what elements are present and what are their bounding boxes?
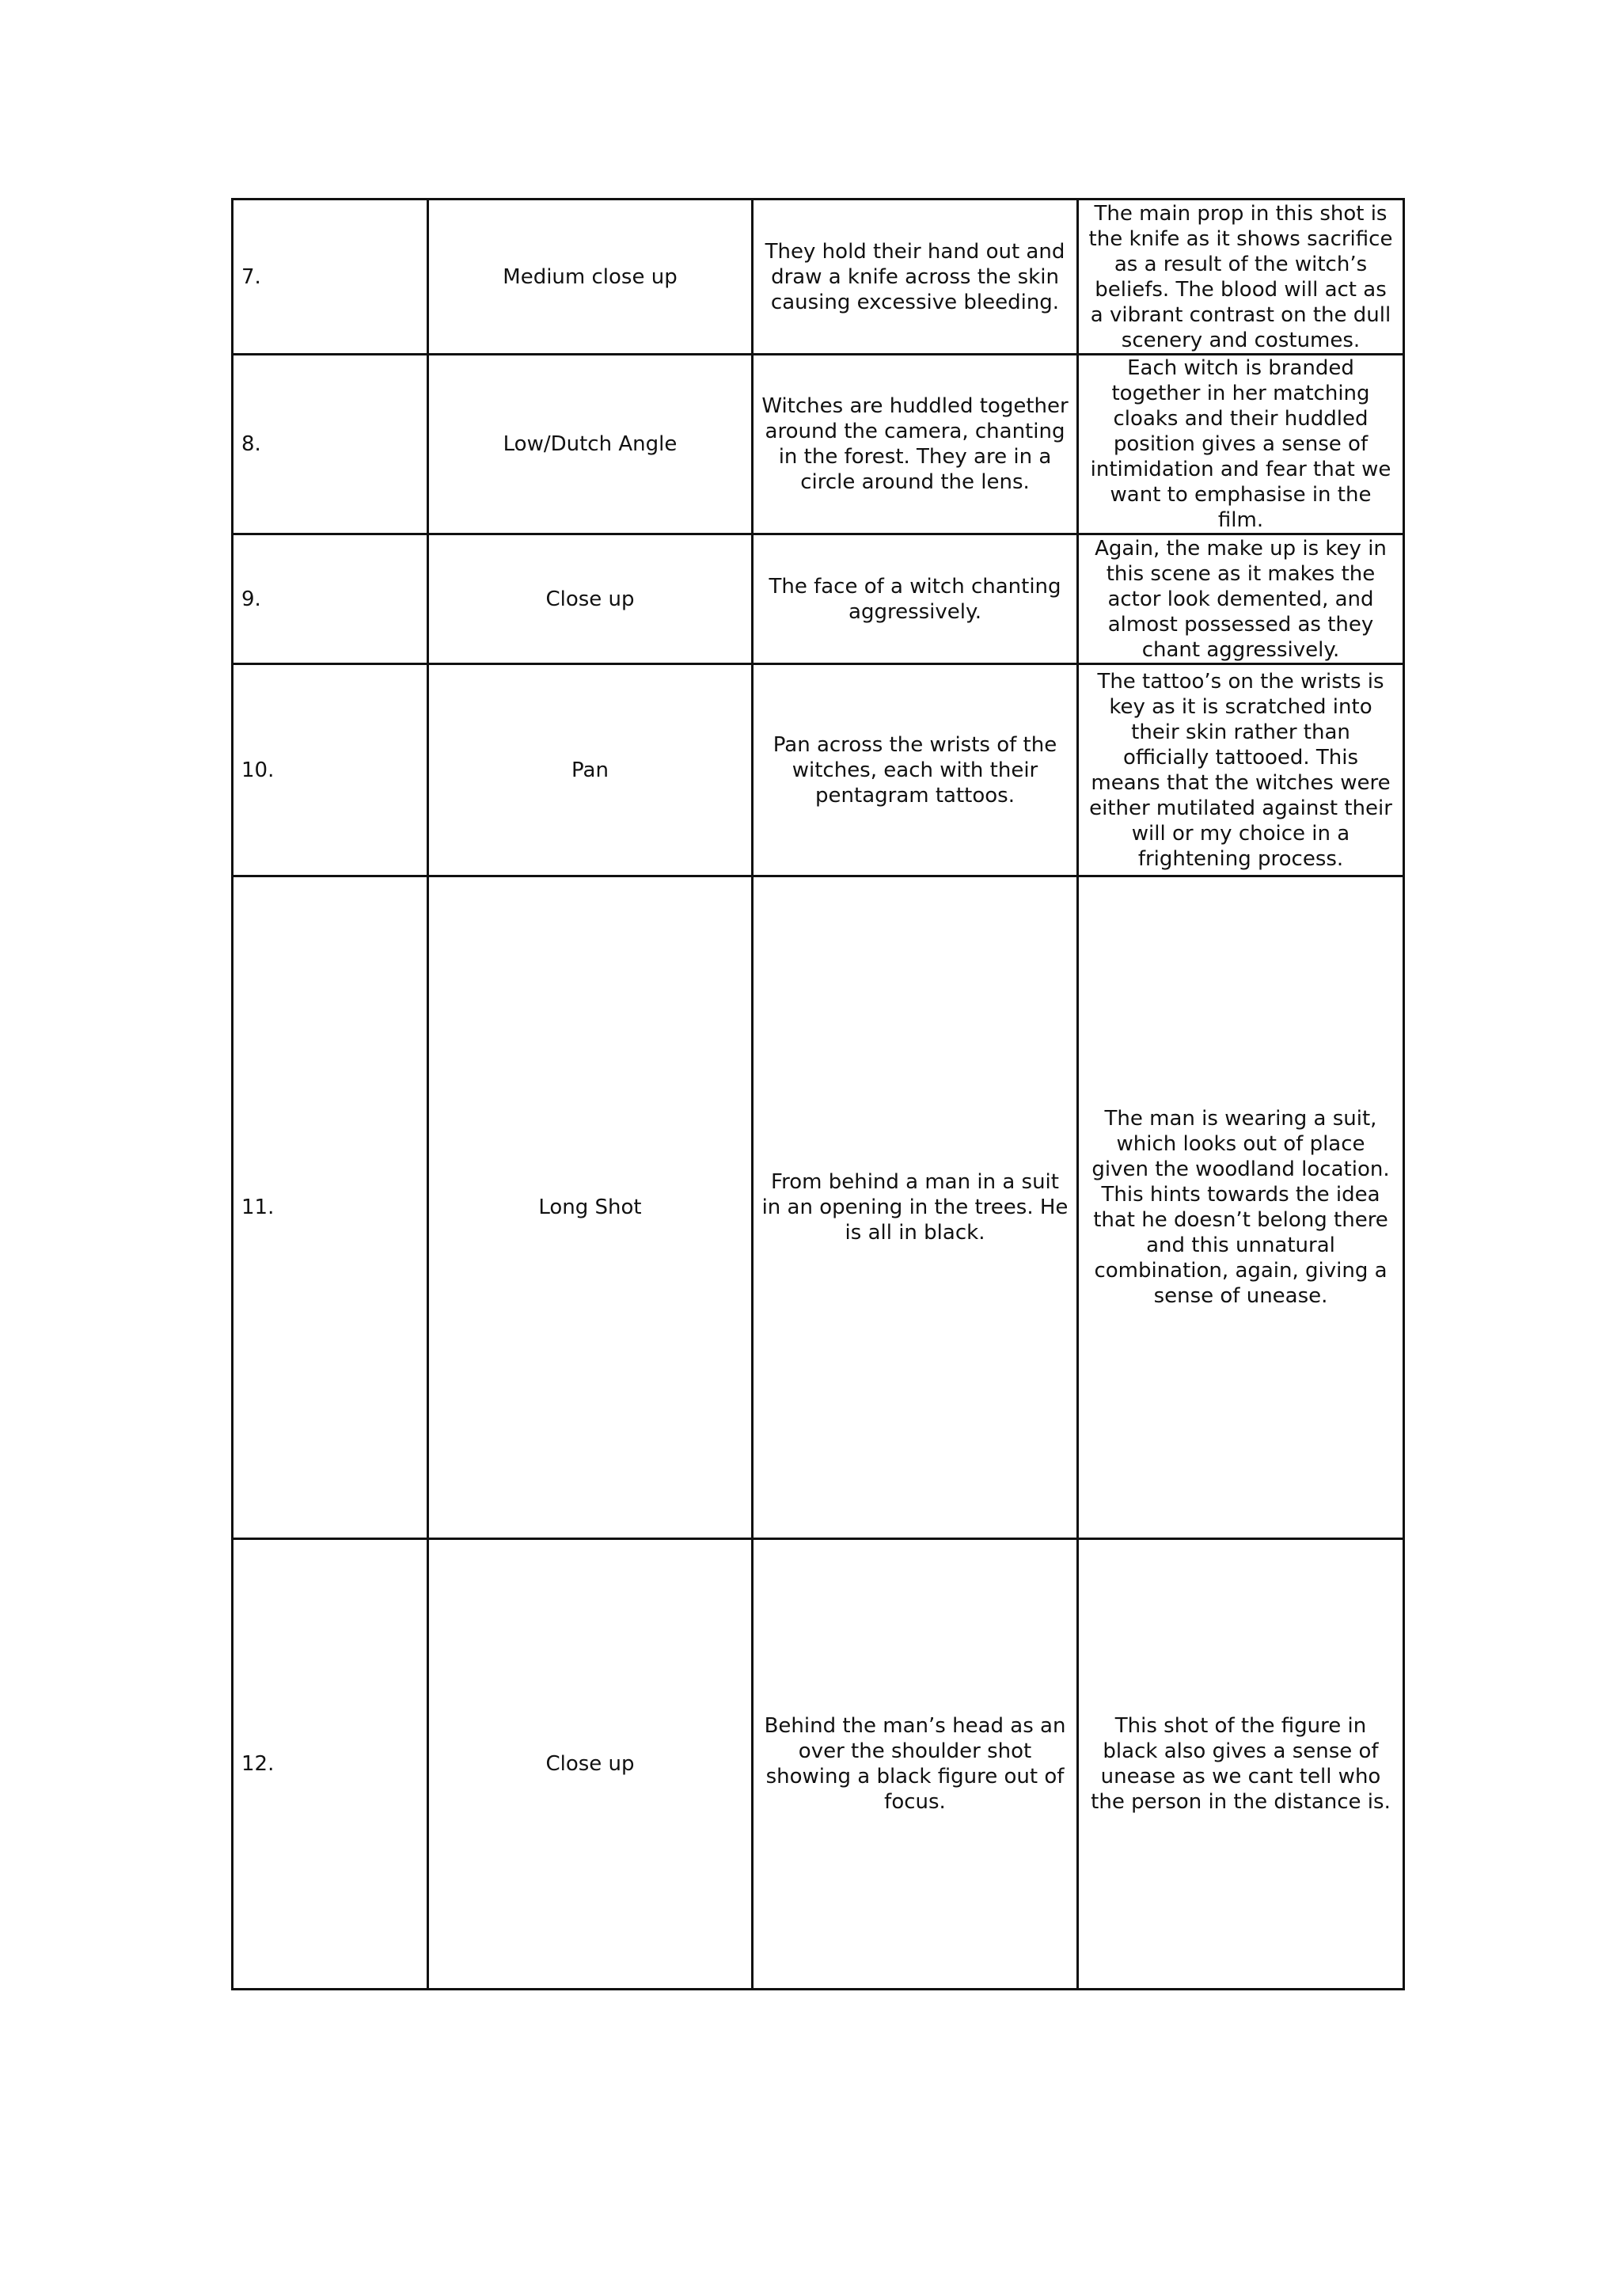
table-row (233, 200, 1404, 355)
shot-list-table (231, 198, 1405, 1990)
description-cell: From behind a man in a suit in an opening in the trees. He is all in black. (753, 876, 1078, 1539)
notes-cell: Again, the make up is key in this scene as it makes the actor look demented, and almost possessed as they chant aggressively. (1078, 534, 1404, 664)
shot-number-cell: 7. (233, 200, 428, 355)
shot-type-cell: Close up (428, 1539, 753, 1990)
shot-type-cell: Close up (428, 534, 753, 664)
table-row (233, 355, 1404, 534)
table-row (233, 664, 1404, 876)
notes-cell: The main prop in this shot is the knife as it shows sacrifice as a result of the witch’s beliefs. The blood will act as a vibrant contrast on the dull scenery and costumes. (1078, 200, 1404, 355)
description-cell: The face of a witch chanting aggressively. (753, 534, 1078, 664)
shot-type-cell: Medium close up (428, 200, 753, 355)
description-cell: Behind the man’s head as an over the shoulder shot showing a black figure out of focus. (753, 1539, 1078, 1990)
description-cell: Witches are huddled together around the camera, chanting in the forest. They are in a circle around the lens. (753, 355, 1078, 534)
table-row (233, 876, 1404, 1539)
shot-number-cell: 9. (233, 534, 428, 664)
notes-cell: This shot of the figure in black also gives a sense of unease as we cant tell who the person in the distance is. (1078, 1539, 1404, 1990)
shot-type-cell: Pan (428, 664, 753, 876)
shot-type-cell: Low/Dutch Angle (428, 355, 753, 534)
shot-type-cell: Long Shot (428, 876, 753, 1539)
shot-number-cell: 8. (233, 355, 428, 534)
notes-cell: The man is wearing a suit, which looks out of place given the woodland location. This hints towards the idea that he doesn’t belong there and this unnatural combination, again, giving a sense of unease. (1078, 876, 1404, 1539)
shot-number-cell: 12. (233, 1539, 428, 1990)
description-cell: They hold their hand out and draw a knife across the skin causing excessive bleeding. (753, 200, 1078, 355)
notes-cell: Each witch is branded together in her matching cloaks and their huddled position gives a sense of intimidation and fear that we want to emphasise in the film. (1078, 355, 1404, 534)
notes-cell: The tattoo’s on the wrists is key as it is scratched into their skin rather than officially tattooed. This means that the witches were either mutilated against their will or my choice in a frightening process. (1078, 664, 1404, 876)
table-row (233, 1539, 1404, 1990)
shot-number-cell: 11. (233, 876, 428, 1539)
description-cell: Pan across the wrists of the witches, each with their pentagram tattoos. (753, 664, 1078, 876)
table-row (233, 534, 1404, 664)
shot-number-cell: 10. (233, 664, 428, 876)
